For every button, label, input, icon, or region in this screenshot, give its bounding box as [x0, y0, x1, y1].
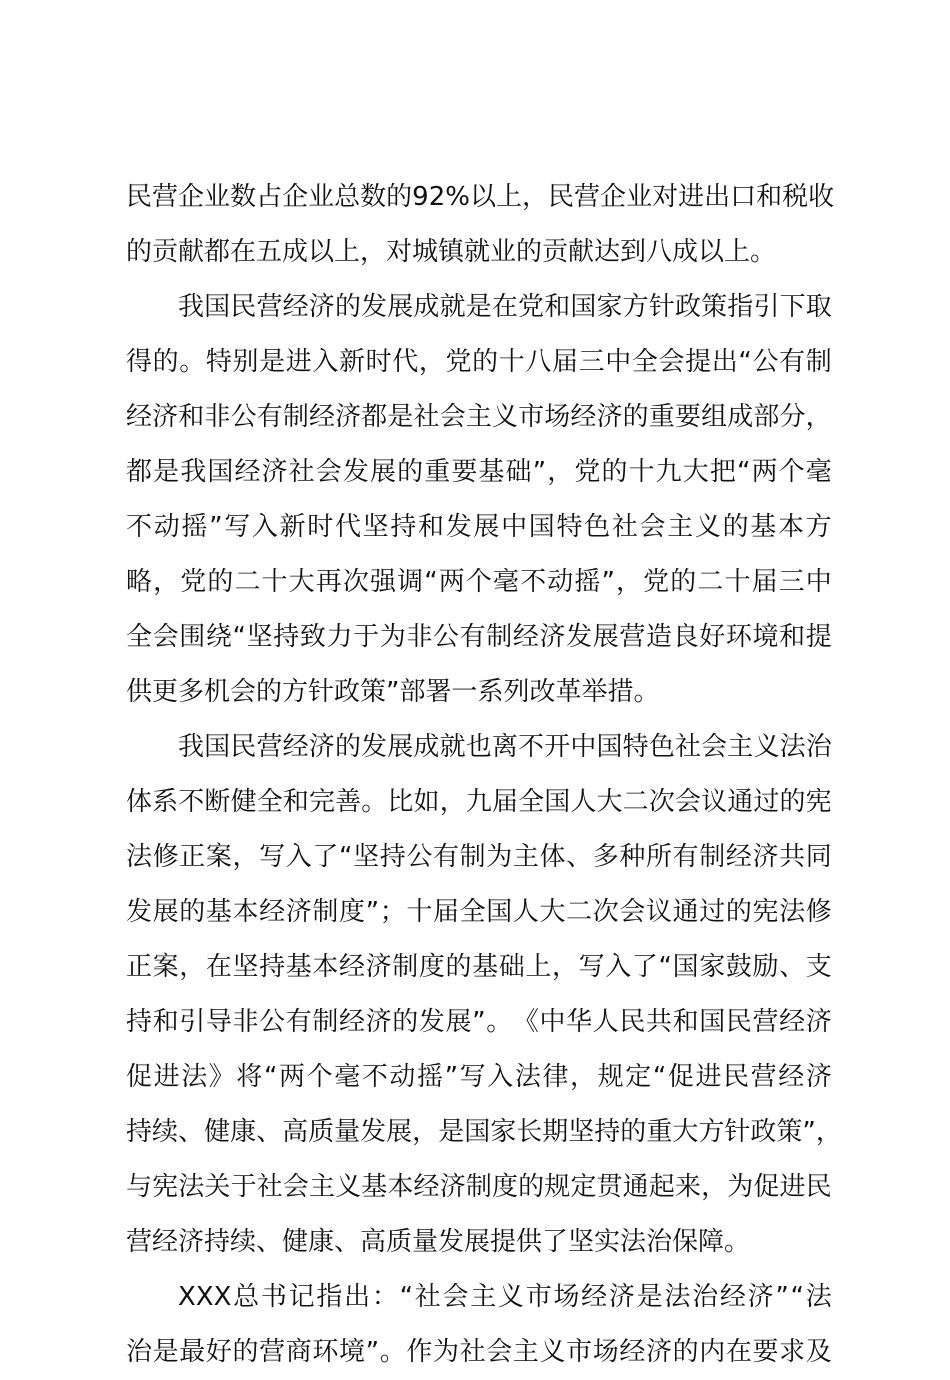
text-line: 持 和 引 导 非 公 有 制 经 济 的 发 展 ” 。 《 中 华 人 民 共 和 国 民 营 经 济	[126, 1007, 832, 1037]
text-line: 正 案 ， 在 坚 持 基 本 经 济 制 度 的 基 础 上 ， 写 入 了 “ 国 家 鼓 励 、 支	[126, 952, 832, 982]
text-line: 持 续 、 健 康 、 高 质 量 发 展 ， 是 国 家 长 期 坚 持 的 重 大 方 针 政 策 ” ，	[126, 1117, 842, 1147]
text-line: 都 是 我 国 经 济 社 会 发 展 的 重 要 基 础 ” ， 党 的 十 九 大 把 “ 两 个 毫	[126, 457, 832, 487]
body-text	[126, 170, 842, 1380]
text-line: 与 宪 法 关 于 社 会 主 义 基 本 经 济 制 度 的 规 定 贯 通 起 来 ， 为 促 进 民	[126, 1172, 832, 1202]
text-line: 民 营 企 业 数 占 企 业 总 数 的 92% 以 上 ， 民 营 企 业 对 进 出 口 和 税 收	[126, 182, 835, 212]
text-line: 我 国 民 营 经 济 的 发 展 成 就 也 离 不 开 中 国 特 色 社 会 主 义 法 治	[178, 732, 832, 762]
text-line: 我 国 民 营 经 济 的 发 展 成 就 是 在 党 和 国 家 方 针 政 策 指 引 下 取	[178, 292, 832, 322]
text-line: 体 系 不 断 健 全 和 完 善 。 比 如 ， 九 届 全 国 人 大 二 次 会 议 通 过 的 宪	[126, 787, 832, 817]
text-line: 的贡献都在五成以上，对城镇就业的贡献达到八成以上。	[126, 237, 777, 267]
text-line: 略 ， 党 的 二 十 大 再 次 强 调 “ 两 个 毫 不 动 摇 ” ， 党 的 二 十 届 三 中	[126, 567, 832, 597]
text-line: XXX 总 书 记 指 出 ： “ 社 会 主 义 市 场 经 济 是 法 治 经 济 ” “ 法	[178, 1282, 832, 1312]
text-line: 经 济 和 非 公 有 制 经 济 都 是 社 会 主 义 市 场 经 济 的 重 要 组 成 部 分 ，	[126, 402, 832, 432]
text-line: 促 进 法 》 将 “ 两 个 毫 不 动 摇 ” 写 入 法 律 ， 规 定 “ 促 进 民 营 经 济	[126, 1062, 832, 1092]
text-line: 全 会 围 绕 “ 坚 持 致 力 于 为 非 公 有 制 经 济 发 展 营 造 良 好 环 境 和 提	[126, 622, 832, 652]
text-line: 法 修 正 案 ， 写 入 了 “ 坚 持 公 有 制 为 主 体 、 多 种 所 有 制 经 济 共 同	[126, 842, 832, 872]
text-line: 发 展 的 基 本 经 济 制 度 ” ； 十 届 全 国 人 大 二 次 会 议 通 过 的 宪 法 修	[126, 897, 832, 927]
text-line: 营经济持续、健康、高质量发展提供了坚实法治保障。	[126, 1227, 751, 1257]
text-line: 不 动 摇 ” 写 入 新 时 代 坚 持 和 发 展 中 国 特 色 社 会 主 义 的 基 本 方	[126, 512, 832, 542]
text-line: 供更多机会的方针政策”部署一系列改革举措。	[126, 677, 660, 707]
text-line: 得 的 。 特 别 是 进 入 新 时 代 ， 党 的 十 八 届 三 中 全 会 提 出 “ 公 有 制	[126, 347, 832, 377]
text-line: 治 是 最 好 的 营 商 环 境 ” 。 作 为 社 会 主 义 市 场 经 济 的 内 在 要 求 及	[126, 1337, 832, 1367]
